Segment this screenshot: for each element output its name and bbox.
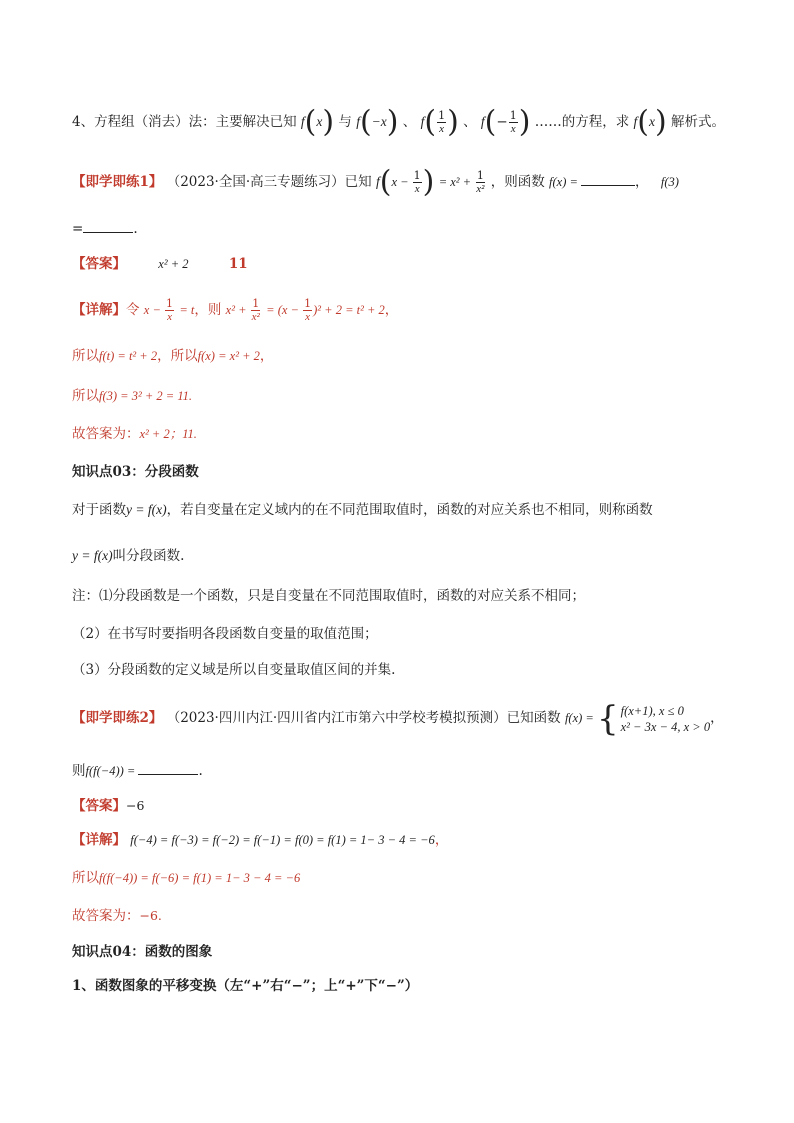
- detail-2-line-3: 故答案为：−6.: [72, 908, 162, 924]
- kp04-subtitle: 1、函数图象的平移变换（左“+”右“−”；上“+”下“−”）: [72, 978, 419, 994]
- detail-1-line-4: 故答案为：x² + 2；11.: [72, 426, 197, 442]
- answer-1-tag: 【答案】: [72, 256, 126, 272]
- kp03-paragraph-1: 对于函数y = f(x)，若自变量在定义域内的在不同范围取值时，函数的对应关系也不相同，则称函数: [72, 502, 653, 518]
- frac-1-over-x: $\frac{1}{x}$: [438, 109, 446, 135]
- detail-1-line: 【详解】令 x − $\frac{1}{x}$ = t，则 x² + $\frac{1}{\text{x²}}$ = (x − $\frac{1}{x}$ )² + 2 = t² + 2，: [72, 297, 399, 323]
- exercise-1-line-2: = .: [72, 218, 138, 239]
- answer-2-tag: 【答案】: [72, 798, 126, 814]
- kp03-paragraph-2: y = f(x)叫分段函数.: [72, 548, 185, 564]
- note-2: （2）在书写时要指明各段函数自变量的取值范围；: [72, 626, 378, 642]
- answer-1-value-2: 11: [228, 256, 248, 272]
- answer-2-value: −6: [126, 798, 145, 813]
- exercise-2-line: 【即学即练2】 （2023·四川内江·四川省内江市第六中学校考模拟预测）已知函数 f(x) = { f(x+1), x ≤ 0 x² − 3x − 4, x > 0 ，: [72, 698, 724, 739]
- detail-1-line-2: 所以f(t) = t² + 2，所以f(x) = x² + 2，: [72, 348, 274, 364]
- exercise-2-line-2: 则f(f(−4)) = .: [72, 760, 203, 781]
- answer-2-line: [72, 796, 144, 816]
- detail-1-line-3: 所以f(3) = 3² + 2 = 11.: [72, 388, 193, 404]
- exercise-2-source: （2023·四川内江·四川省内江市第六中学校考模拟预测）已知函数: [166, 710, 561, 726]
- exercise-1-tag: 【即学即练1】: [72, 174, 163, 190]
- answer-1-line: [72, 254, 248, 274]
- exercise-1-line: 【即学即练1】 （2023·全国·高三专题练习）已知 f(x − $\frac{1}{x}$ ) = x² + $\frac{1}{\text{x²}}$ ，则函数 f(x) = ， f(3): [72, 164, 679, 200]
- note-3: （3）分段函数的定义域是所以自变量取值区间的并集.: [72, 662, 396, 678]
- detail-2-line-2: 所以f(f(−4)) = f(−6) = f(1) = 1− 3 − 4 = −6: [72, 870, 301, 886]
- exercise-2-tag: 【即学即练2】: [72, 710, 163, 726]
- answer-1-value-1: x² + 2: [158, 257, 189, 271]
- note-1: 注：⑴分段函数是一个函数，只是自变量在不同范围取值时，函数的对应关系不相同；: [72, 588, 585, 604]
- detail-1-tag: 【详解】: [72, 302, 126, 318]
- answer-blank-f3[interactable]: [83, 218, 133, 233]
- piecewise-definition: { f(x+1), x ≤ 0 x² − 3x − 4, x > 0: [596, 698, 711, 739]
- method4-line: 4、方程组（消去）法：主要解决已知 f(x) 与 f(−x) 、 f( $\frac{1}{x}$ ) 、 f(− $\frac{1}{x}$ ) ……的方程，求 f(x) 解析式。: [72, 104, 725, 140]
- kp03-title: 知识点03：分段函数: [72, 464, 199, 480]
- method4-prefix: 4、方程组（消去）法：主要解决已知: [72, 114, 297, 130]
- detail-2-line: 【详解】 f(−4) = f(−3) = f(−2) = f(−1) = f(0) = f(1) = 1− 3 − 4 = −6，: [72, 832, 449, 848]
- frac-neg-1-over-x: $\frac{1}{x}$: [509, 109, 517, 135]
- answer-blank-fx[interactable]: [581, 171, 635, 186]
- kp04-title: 知识点04：函数的图象: [72, 944, 213, 960]
- detail-2-tag: 【详解】: [72, 832, 126, 848]
- exercise-1-source: （2023·全国·高三专题练习）已知: [166, 174, 372, 190]
- answer-blank-ffm4[interactable]: [138, 760, 198, 775]
